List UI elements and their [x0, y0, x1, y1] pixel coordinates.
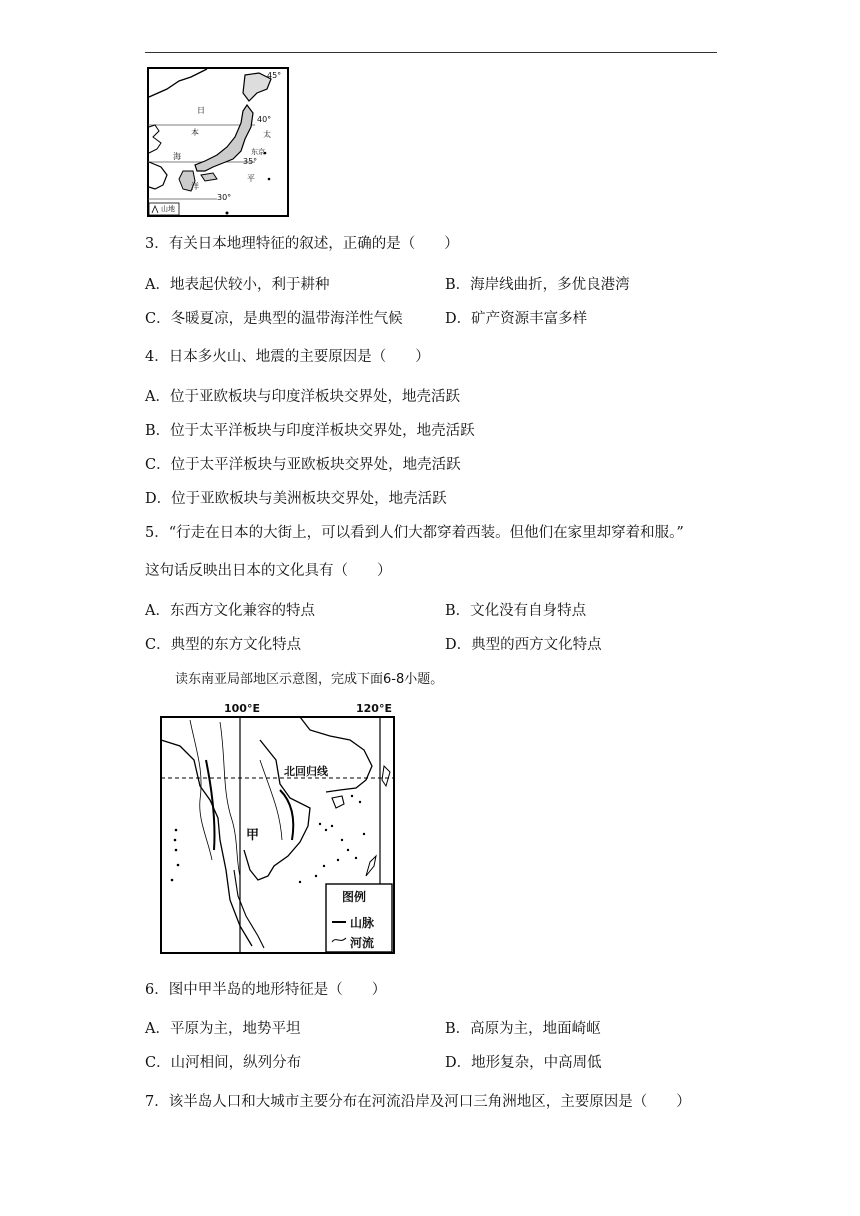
lat-30-label: 30°: [217, 193, 232, 202]
legend-title: 图例: [342, 890, 367, 904]
q3-option-c: C．冬暖夏凉，是典型的温带海洋性气候: [145, 311, 403, 327]
q4-stem: 4．日本多火山、地震的主要原因是（ ）: [145, 349, 430, 365]
southeast-asia-map: [160, 700, 396, 956]
q6-option-b: B．高原为主，地面崎岖: [445, 1021, 601, 1037]
q4-option-c: C．位于太平洋板块与亚欧板块交界处，地壳活跃: [145, 457, 461, 473]
q5-option-a: A．东西方文化兼容的特点: [145, 603, 315, 619]
japan-map: [147, 67, 289, 217]
q3-option-b: B．海岸线曲折，多优良港湾: [445, 277, 630, 293]
header-rule: [145, 52, 717, 53]
q4-option-d: D．位于亚欧板块与美洲板块交界处，地壳活跃: [145, 491, 447, 507]
q6-option-a: A．平原为主，地势平坦: [145, 1021, 301, 1037]
legend-mountain-label: 山地: [161, 205, 175, 213]
q5-option-c: C．典型的东方文化特点: [145, 637, 302, 653]
label-tai: 太: [263, 130, 271, 139]
q5-stem-line2: 这句话反映出日本的文化具有（ ）: [145, 563, 392, 579]
lat-40-label: 40°: [257, 115, 272, 124]
label-ping: 平: [247, 174, 255, 183]
q6-option-c: C．山河相间，纵列分布: [145, 1055, 302, 1071]
q6-option-d: D．地形复杂，中高周低: [445, 1055, 602, 1071]
q4-option-a: A．位于亚欧板块与印度洋板块交界处，地壳活跃: [145, 389, 460, 405]
q6-stem: 6．图中甲半岛的地形特征是（ ）: [145, 982, 387, 998]
q3-option-d: D．矿产资源丰富多样: [445, 311, 588, 327]
tropic-label: 北回归线: [284, 765, 328, 778]
label-ben: 本: [191, 128, 199, 137]
legend-river-label: 河流: [350, 936, 375, 950]
label-yang: 洋: [191, 182, 199, 191]
section-intro: 读东南亚局部地区示意图，完成下面6-8小题。: [175, 672, 444, 687]
peninsula-jia-label: 甲: [246, 828, 260, 843]
lat-45-label: 45°: [267, 71, 282, 80]
label-hai: 海: [173, 152, 181, 161]
q5-option-b: B．文化没有自身特点: [445, 603, 587, 619]
legend-mountain-label: 山脉: [350, 916, 375, 930]
q4-option-b: B．位于太平洋板块与印度洋板块交界处，地壳活跃: [145, 423, 475, 439]
lon-100-label: 100°E: [224, 702, 260, 715]
label-dongjing: 东京: [251, 148, 265, 156]
lat-35-label: 35°: [243, 157, 258, 166]
q5-stem-line1: 5．“行走在日本的大街上，可以看到人们大都穿着西装。但他们在家里却穿着和服。”: [145, 525, 684, 541]
q5-option-d: D．典型的西方文化特点: [445, 637, 602, 653]
lon-120-label: 120°E: [356, 702, 392, 715]
q3-stem: 3．有关日本地理特征的叙述，正确的是（ ）: [145, 236, 459, 252]
label-ri: 日: [197, 106, 205, 115]
q3-option-a: A．地表起伏较小，利于耕种: [145, 277, 330, 293]
q7-stem: 7．该半岛人口和大城市主要分布在河流沿岸及河口三角洲地区，主要原因是（ ）: [145, 1094, 691, 1110]
